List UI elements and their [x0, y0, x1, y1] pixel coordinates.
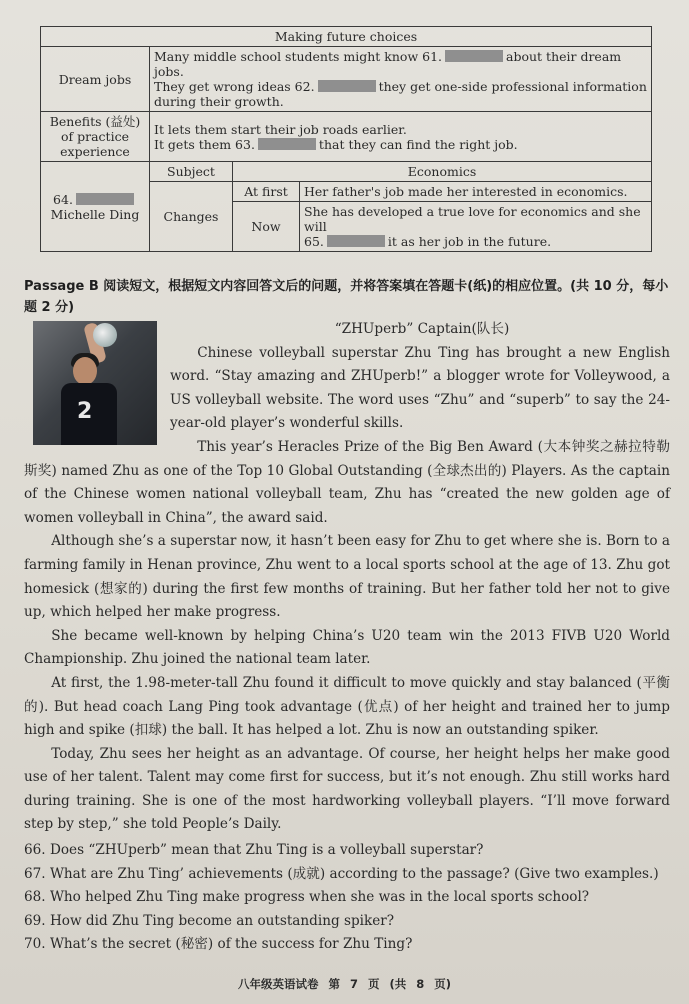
paragraph-2: This year’s Heracles Prize of the Big Ben Award (大本钟奖之赫拉特勒斯奖) named Zhu as one of the Top 10 Global Outstanding (全球杰出的) Players. As the captain of the Chinese women national volleyball team, Zhu has “created the new golden age of women volleyball in China”, the award said.: [24, 438, 670, 526]
question-69: 69. How did Zhu Ting become an outstanding spiker?: [24, 912, 395, 929]
at-first-label: At first: [233, 182, 300, 202]
question-70: 70. What’s the secret (秘密) of the success for Zhu Ting?: [24, 936, 413, 953]
changes-label: Changes: [150, 182, 233, 252]
paragraph-1: Chinese volleyball superstar Zhu Ting has brought a new English word. “Stay amazing and ZHUperb!” a blogger wrote for Volleywood, a US volleyball website. The word uses “Zhu” and “superb” to say the 24-year-old player’s wonderful skills.: [170, 344, 670, 432]
answer-blank-65[interactable]: [327, 235, 385, 247]
at-first-text: Her father's job made her interested in economics.: [300, 182, 652, 202]
dream-jobs-content: Many middle school students might know 61. about their dream jobs. They get wrong ideas 62. they get one-side professional information during their growth.: [150, 47, 652, 112]
paragraph-4: She became well-known by helping China’s U20 team win the 2013 FIVB U20 World Championship. Zhu joined the national team later.: [24, 627, 670, 668]
answer-blank-62[interactable]: [318, 80, 376, 92]
paragraph-6: Today, Zhu sees her height as an advantage. Of course, her height helps her make good use of her talent. Talent may come first for success, but it’s not enough. Zhu still works hard during training. She is one of the most hardworking volleyball players. “I’ll move forward step by step,” she told People’s Daily.: [24, 745, 670, 833]
benefits-content: It lets them start their job roads earlier. It gets them 63. that they can find the right job.: [150, 112, 652, 162]
question-67: 67. What are Zhu Ting’ achievements (成就) according to the passage? (Give two examples.): [24, 865, 659, 882]
subject-value: Economics: [233, 162, 652, 182]
passage-b-heading: Passage B 阅读短文，根据短文内容回答文后的问题，并将答案填在答题卡(纸)的相应位置。(共 10 分，每小题 2 分): [24, 279, 669, 315]
now-label: Now: [233, 202, 300, 252]
article-title: “ZHUperb” Captain(队长): [334, 321, 510, 337]
question-list: [24, 839, 670, 957]
person-cell: 64. Michelle Ding: [41, 162, 150, 252]
table-title: Making future choices: [41, 27, 652, 47]
article-body: [24, 318, 670, 957]
now-content: She has developed a true love for economics and she will 65. it as her job in the future.: [300, 202, 652, 252]
subject-label: Subject: [150, 162, 233, 182]
answer-blank-61[interactable]: [445, 50, 503, 62]
volleyball-player-photo: 2: [33, 321, 157, 445]
dream-jobs-label: Dream jobs: [41, 47, 150, 112]
paragraph-5: At first, the 1.98-meter-tall Zhu found it difficult to move quickly and stay balanced (平衡的). But head coach Lang Ping took advantage (优点) of her height and trained her to jump high and spike (扣球) the ball. It has helped a lot. Zhu is now an outstanding spiker.: [24, 674, 670, 739]
paragraph-3: Although she’s a superstar now, it hasn’t been easy for Zhu to get where she is. Born to a farming family in Henan province, Zhu went to a local sports school at the age of 13. Zhu got homesick (想家的) during the first few months of training. But her father told her not to give up, which helped her make progress.: [24, 533, 670, 621]
question-68: 68. Who helped Zhu Ting make progress when she was in the local sports school?: [24, 889, 590, 906]
answer-blank-64[interactable]: [76, 193, 134, 205]
page-footer: 八年级英语试卷 第 7 页 (共 8 页): [237, 977, 452, 991]
making-future-choices-table: [40, 26, 652, 252]
benefits-label: Benefits (益处) of practice experience: [41, 112, 150, 162]
question-66: 66. Does “ZHUperb” mean that Zhu Ting is a volleyball superstar?: [24, 842, 484, 859]
person-name: Michelle Ding: [50, 206, 140, 222]
answer-blank-63[interactable]: [258, 138, 316, 150]
